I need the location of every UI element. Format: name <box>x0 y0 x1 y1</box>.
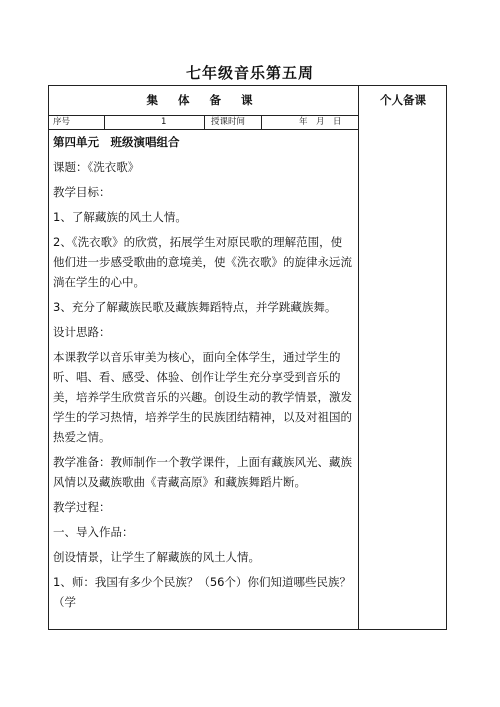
lesson-plan-table <box>48 85 447 630</box>
prep-text: 教学准备：教师制作一个教学课件，上面有藏族风光、藏族风情以及藏族歌曲《青藏高原》和藏族舞蹈片断。 <box>53 455 352 489</box>
question-text: 1、师：我国有多少个民族？（56个）你们知道哪些民族？（学 <box>53 575 351 609</box>
lesson-topic: 课题：《洗衣歌》 <box>53 160 140 174</box>
cell-divider <box>261 115 262 129</box>
process-title: 教学过程： <box>53 500 111 514</box>
personal-prep-header: 个人备课 <box>380 93 426 107</box>
subheader-divider <box>49 129 358 130</box>
goal-item: 3、充分了解藏族民歌及藏族舞蹈特点，并学跳藏族舞。 <box>53 300 337 314</box>
goals-title: 教学目标： <box>53 185 111 199</box>
date-value: 年 月 日 <box>299 117 342 127</box>
unit-heading: 第四单元 班级演唱组合 <box>53 135 180 149</box>
goal-item: 1、了解藏族的风土人情。 <box>53 210 187 224</box>
design-title: 设计思路： <box>53 325 111 339</box>
seq-label: 序号 <box>53 117 71 127</box>
lesson-content <box>53 132 353 612</box>
cell-divider <box>204 115 205 129</box>
step-heading: 一、导入作品： <box>53 525 134 539</box>
column-divider <box>358 86 359 629</box>
collective-prep-header: 集 体 备 课 <box>146 93 261 107</box>
goal-item: 2、《洗衣歌》的欣赏，拓展学生对原民歌的理解范围，使他们进一步感受歌曲的意境美，使《洗衣歌》的旋律永远流淌在学生的心中。 <box>53 235 352 289</box>
seq-value: 1 <box>161 117 167 127</box>
page-title: 七年级音乐第五周 <box>185 64 314 82</box>
step-text: 创设情景，让学生了解藏族的风土人情。 <box>53 550 260 564</box>
design-text: 本课教学以音乐审美为核心，面向全体学生，通过学生的听、唱、看、感受、体验、创作让学生充分享受到音乐的美，培养学生欣赏音乐的兴趣。创设生动的教学情景，激发学生的学习热情，培养学生的民族团结精神，以及对祖国的热爱之情。 <box>53 350 352 444</box>
time-label: 授课时间 <box>211 117 246 127</box>
cell-divider <box>104 115 105 129</box>
